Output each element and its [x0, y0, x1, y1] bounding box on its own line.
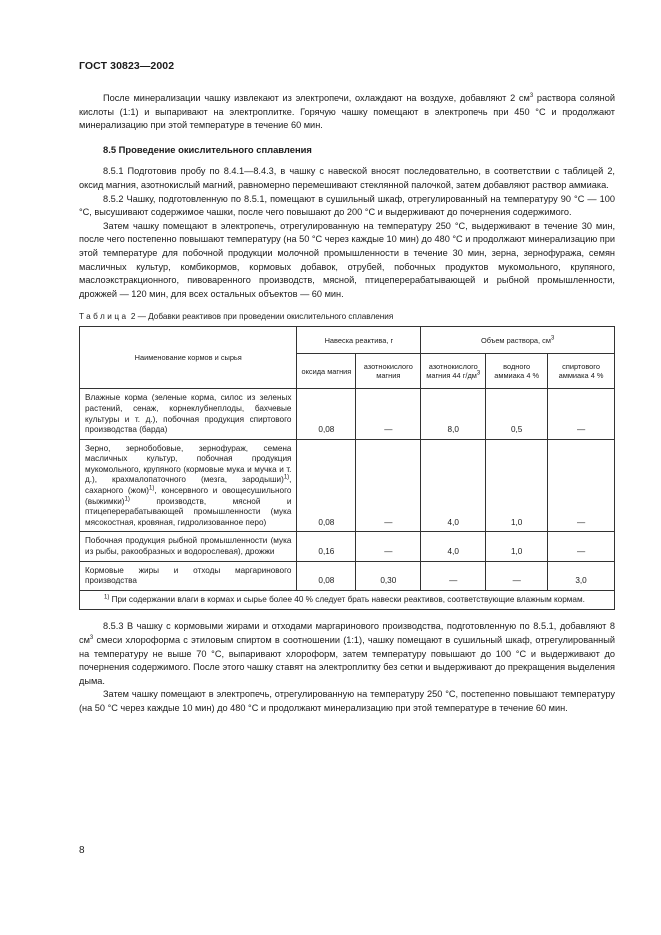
header-text: Объем раствора, см — [480, 335, 551, 345]
table-caption-label: Таблица — [79, 312, 129, 322]
footnote-ref: 1) — [149, 485, 155, 492]
superscript: 3 — [476, 370, 481, 377]
table-row — [80, 389, 615, 439]
cell-magnesium-nitrate-solution: 4,0 — [421, 439, 486, 532]
superscript: 3 — [89, 634, 94, 641]
section-heading: 8.5 Проведение окислительного сплавления — [103, 143, 312, 155]
cell-magnesium-nitrate-solution: 8,0 — [421, 389, 486, 439]
document-header: ГОСТ 30823—2002 — [79, 60, 175, 72]
paragraph-8-5-2: 8.5.2 Чашку, подготовленную по 8.5.1, помещают в сушильный шкаф, отрегулированный на температуру 90 °С — 100 °С, высушивают содержимое чашки, после чего повышают до 200 °С и выдерживают до почернения содержимого. — [79, 193, 615, 218]
column-header-name: Наименование кормов и сырья — [80, 327, 297, 389]
footnote-text: При содержании влаги в кормах и сырье более 40 % следует брать навески реактивов, соответствующие влажным кормам. — [109, 594, 585, 604]
footnote-ref: 1) — [283, 474, 290, 481]
cell-aqueous-ammonia: 1,0 — [486, 439, 548, 532]
column-group-solution-volume — [421, 327, 615, 354]
cell-aqueous-ammonia: 0,5 — [486, 389, 548, 439]
table-footnote-row — [80, 590, 615, 610]
paragraph-8-5-1: 8.5.1 Подготовив пробу по 8.4.1—8.4.3, в чашку с навеской вносят последовательно, в соответствии с таблицей 2, оксид магния, азотнокислый магний, равномерно перемешивают стеклянной палочкой, затем добавляют раствор аммиака. — [79, 166, 615, 190]
row-name: Побочная продукция рыбной промышленности (мука из рыбы, ракообразных и водорослевая), дрожжи — [80, 532, 297, 561]
text-segment: После минерализации чашку извлекают из электропечи, охлаждают на воздухе, добавляют 2 см — [103, 93, 530, 103]
table-row — [80, 439, 615, 532]
text-segment: раствора соляной кислоты (1:1) и выпаривают на электроплитке. Горячую чашку помещают в электропечь при 450 °С и продолжают минерализацию при этой температуре в течение 60 мин. — [79, 93, 615, 131]
column-header-magnesium-nitrate: азотнокислого магния — [356, 354, 421, 389]
column-group-reagent-mass: Навеска реактива, г — [297, 327, 421, 354]
superscript: 3 — [550, 335, 555, 342]
paragraph-mineralization — [79, 92, 615, 133]
cell-alcoholic-ammonia: 3,0 — [548, 561, 615, 590]
row-name — [80, 439, 297, 532]
reagents-table — [79, 326, 615, 610]
cell-magnesium-nitrate-solution: — — [421, 561, 486, 590]
cell-magnesium-nitrate: — — [356, 532, 421, 561]
header-text: азотнокислого магния 44 г/дм — [426, 361, 478, 381]
cell-magnesium-nitrate: — — [356, 439, 421, 532]
table-caption — [79, 311, 615, 322]
text-segment: , консервного и овощесушильного (выжимки) — [85, 486, 292, 506]
table-row — [80, 561, 615, 590]
cell-magnesium-nitrate: 0,30 — [356, 561, 421, 590]
column-header-magnesium-nitrate-solution — [421, 354, 486, 389]
table-header-row — [80, 327, 615, 354]
text-segment: Зерно, зернобобовые, зернофураж, семена масличных культур, побочная продукция мукомольного, крупяного (кормовые мука и мучка и т. д.), крахмалопаточного (мезга, зародыши) — [85, 443, 292, 485]
cell-magnesium-nitrate: — — [356, 389, 421, 439]
paragraph-8-5-3 — [79, 620, 615, 688]
text-segment: 8.5.3 В чашку с кормовыми жирами и отходами маргаринового производства, подготовленную по 8.5.1, добавляют 8 см — [79, 621, 615, 645]
cell-alcoholic-ammonia: — — [548, 532, 615, 561]
row-name: Кормовые жиры и отходы маргаринового производства — [80, 561, 297, 590]
cell-alcoholic-ammonia: — — [548, 439, 615, 532]
cell-alcoholic-ammonia: — — [548, 389, 615, 439]
row-name: Влажные корма (зеленые корма, силос из зеленых растений, сенаж, корнеклубнеплоды, бахчевые культуры и т. д.), побочная продукция спиртового производства (барда) — [80, 389, 297, 439]
text-segment: , сахарного (жом) — [85, 475, 292, 496]
page-number: 8 — [79, 845, 85, 856]
cell-magnesium-oxide: 0,08 — [297, 389, 356, 439]
document-body — [79, 92, 615, 716]
footnote-marker: 1) — [104, 594, 110, 601]
paragraph-final-mineralization: Затем чашку помещают в электропечь, отрегулированную на температуру 250 °С, постепенно повышают температуру (на 50 °С через каждые 10 мин) до 480 °С и продолжают минерализацию при этой температуре в течение 60 мин. — [79, 689, 615, 713]
cell-magnesium-nitrate-solution: 4,0 — [421, 532, 486, 561]
cell-magnesium-oxide: 0,08 — [297, 439, 356, 532]
text-segment: смеси хлороформа с этиловым спиртом в соотношении (1:1), чашку помещают в сушильный шкаф, отрегулированный на температуру не выше 70 °С, выпаривают хлороформ, затем температуру повышают до 100 °С и выдерживают до почернения содержимого. После этого чашку ставят на электроплитку без сетки и выдерживают до прекращения выделения дыма. — [79, 635, 615, 686]
table-caption-text: 2 — Добавки реактивов при проведении окислительного сплавления — [128, 312, 394, 322]
column-header-aqueous-ammonia: водного аммиака 4 % — [486, 354, 548, 389]
cell-magnesium-oxide: 0,16 — [297, 532, 356, 561]
text-segment: производств, мясной и птицеперерабатывающей промышленности (мука мясокостная, кровяная, гидролизованное перо) — [85, 496, 292, 527]
paragraph-electric-furnace: Затем чашку помещают в электропечь, отрегулированную на температуру 250 °С, выдерживают в течение 30 мин, после чего постепенно повышают температуру (на 50 °С через каждые 10 мин) до 480 °С и продолжают минерализацию при этой температуре для побочной продукции молочной промышленности в течение 30 мин, зерна, зернофуража, семян масличных культур, комбикормов, кормовых добавок, отрубей, побочных продуктов мукомольного, крупяного, маслоэкстракционного, пивоваренного производств, мясной, птицеперерабатывающей и рыбной промышленности, дрожжей — 120 мин, для всех остальных объектов — 60 мин. — [79, 220, 615, 299]
table-row — [80, 532, 615, 561]
column-header-alcoholic-ammonia: спиртового аммиака 4 % — [548, 354, 615, 389]
table-footnote — [80, 590, 615, 610]
footnote-ref: 1) — [124, 495, 130, 502]
superscript: 3 — [529, 92, 534, 99]
cell-aqueous-ammonia: 1,0 — [486, 532, 548, 561]
column-header-magnesium-oxide: оксида магния — [297, 354, 356, 389]
cell-aqueous-ammonia: — — [486, 561, 548, 590]
cell-magnesium-oxide: 0,08 — [297, 561, 356, 590]
